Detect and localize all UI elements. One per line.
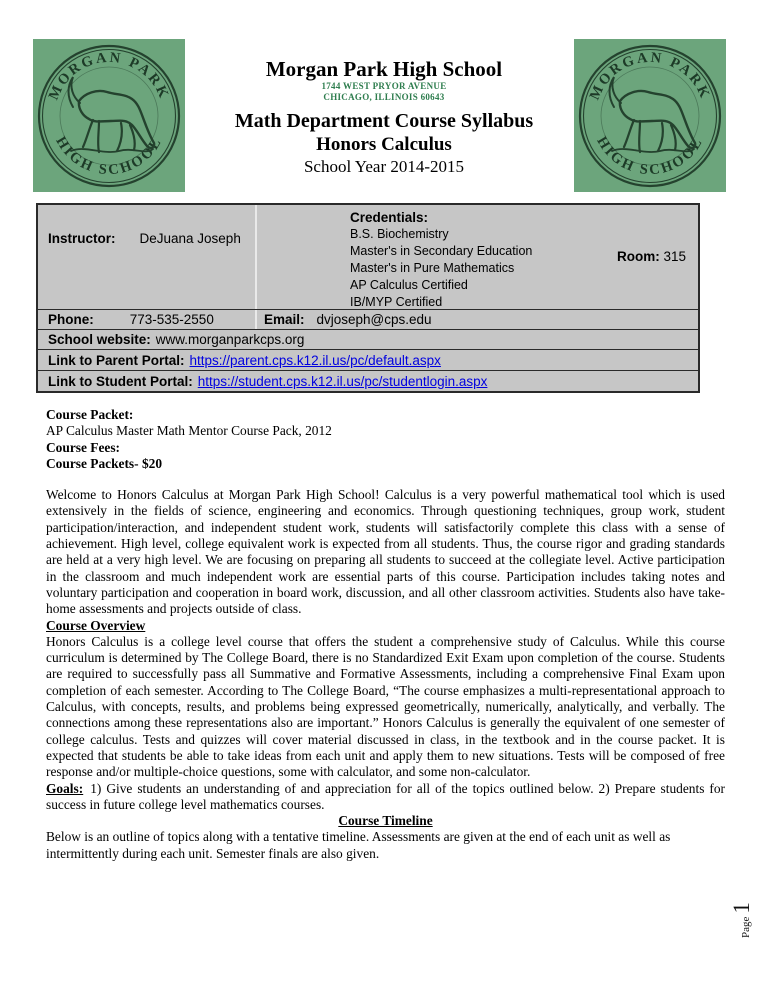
course-packet-section [46,407,725,472]
parent-portal-link[interactable]: https://parent.cps.k12.il.us/pc/default.aspx [189,352,441,368]
instructor-info-table [36,203,700,393]
page-number-value: 1 [729,902,754,914]
page-number [729,894,755,946]
course-packet-label: Course Packet: [46,407,134,422]
goals-body: 1) Give students an understanding of and appreciation for all of the topics outlined below. 2) Prepare students for success in future college level mathematics courses. [46,780,725,812]
room-cell [617,249,686,264]
phone-cell [38,312,255,327]
seal-top-text: MORGAN PARK [586,49,714,103]
table-row-parent-portal [38,349,698,370]
instructor-label: Instructor: [48,231,116,246]
email-label: Email: [264,312,305,327]
credentials-label: Credentials: [350,210,429,225]
student-portal-label: Link to Student Portal: [48,373,193,389]
school-name: Morgan Park High School [265,57,503,81]
phone-number: 773-535-2550 [129,312,214,327]
student-portal-link[interactable]: https://student.cps.k12.il.us/pc/studentlogin.aspx [197,373,488,389]
seal-bottom-text: HIGH SCHOOL [593,133,707,179]
course-fees-value: Course Packets- $20 [46,455,163,471]
document-header [0,57,768,177]
credential-item: IB/MYP Certified [350,295,443,309]
instructor-cell [38,205,255,309]
room-number: 315 [663,249,686,264]
website-url: www.morganparkcps.org [155,332,305,347]
page-label: Page [740,916,752,938]
credential-item: Master's in Secondary Education [350,244,533,258]
email-cell [255,310,698,329]
goals-label: Goals: [46,780,84,796]
table-row-website [38,329,698,349]
credential-item: B.S. Biochemistry [350,227,449,241]
phone-label: Phone: [48,312,94,327]
table-row-phone-email [38,309,698,329]
credential-item: AP Calculus Certified [350,278,468,292]
course-timeline-heading: Course Timeline [338,813,433,829]
credential-item: Master's in Pure Mathematics [350,261,515,275]
course-timeline-paragraph: Below is an outline of topics along with a tentative timeline. Assessments are given at the end of each unit as well as intermittently during each unit. Semester finals are also given. [46,829,671,861]
school-address-line1: 1744 WEST PRYOR AVENUE [321,81,447,91]
website-label: School website: [48,332,151,347]
document-body [46,407,725,862]
document-title: Math Department Course Syllabus [234,110,534,132]
course-packet-value: AP Calculus Master Math Mentor Course Pack, 2012 [46,423,332,439]
table-row-student-portal [38,370,698,391]
seal-bottom-text: HIGH SCHOOL [52,133,166,179]
course-overview-paragraph: Honors Calculus is a college level course that offers the student a comprehensive study of Calculus. While this course curriculum is determined by The College Board, there is no Standardized Exit Exam upon completion of the course. Students are required to successfully pass all Summative and Formative Assessments, including a comprehensive Final Exam upon completion of each semester. According to The College Board, “The course emphasizes a multi-representational approach to Calculus, with concepts, results, and problems being expressed geometrically, numerically, analytically, and verbally. The connections among these representations also are important.” Honors Calculus is generally the equivalent of one semester of college calculus. Tests and quizzes will cover material discussed in class, in the textbook and in the course packet. It is expected that students be able to take ideas from each unit and apply them to new situations. Tests will be composed of free response and/or multiple-choice questions, some with calculator, and some non-calculator. [46,633,725,780]
school-address-line2: CHICAGO, ILLINOIS 60643 [323,91,445,102]
school-year: School Year 2014-2015 [303,157,465,176]
parent-portal-label: Link to Parent Portal: [48,352,185,368]
seal-top-text: MORGAN PARK [45,49,173,103]
table-row-instructor [38,205,698,309]
room-label: Room: [616,249,660,264]
email-address: dvjoseph@cps.edu [316,312,432,327]
goals-paragraph [46,781,725,814]
course-title: Honors Calculus [316,134,452,155]
course-overview-heading: Course Overview [46,617,146,633]
welcome-paragraph: Welcome to Honors Calculus at Morgan Park High School! Calculus is a very powerful mathematical tool which is used extensively in the fields of science, engineering and economics. Through questioning techniques, group work, student participation/interaction, and independent student work, students will satisfactorily complete this class with a sense of achievement. High level, college equivalent work is expected from all students. Thus, the course rigor and grading standards are held at a very high level. We are focusing on preparing all students to succeed at the collegiate level. Active participation in the classroom and much independent work are essential parts of this course. Participation includes taking notes and voluntary participation and cooperation in board work, discussion, and all other classroom activities. Students also have take-home assessments and projects outside of class. [46,487,725,617]
course-fees-label: Course Fees: [46,439,120,455]
instructor-name: DeJuana Joseph [139,231,241,246]
